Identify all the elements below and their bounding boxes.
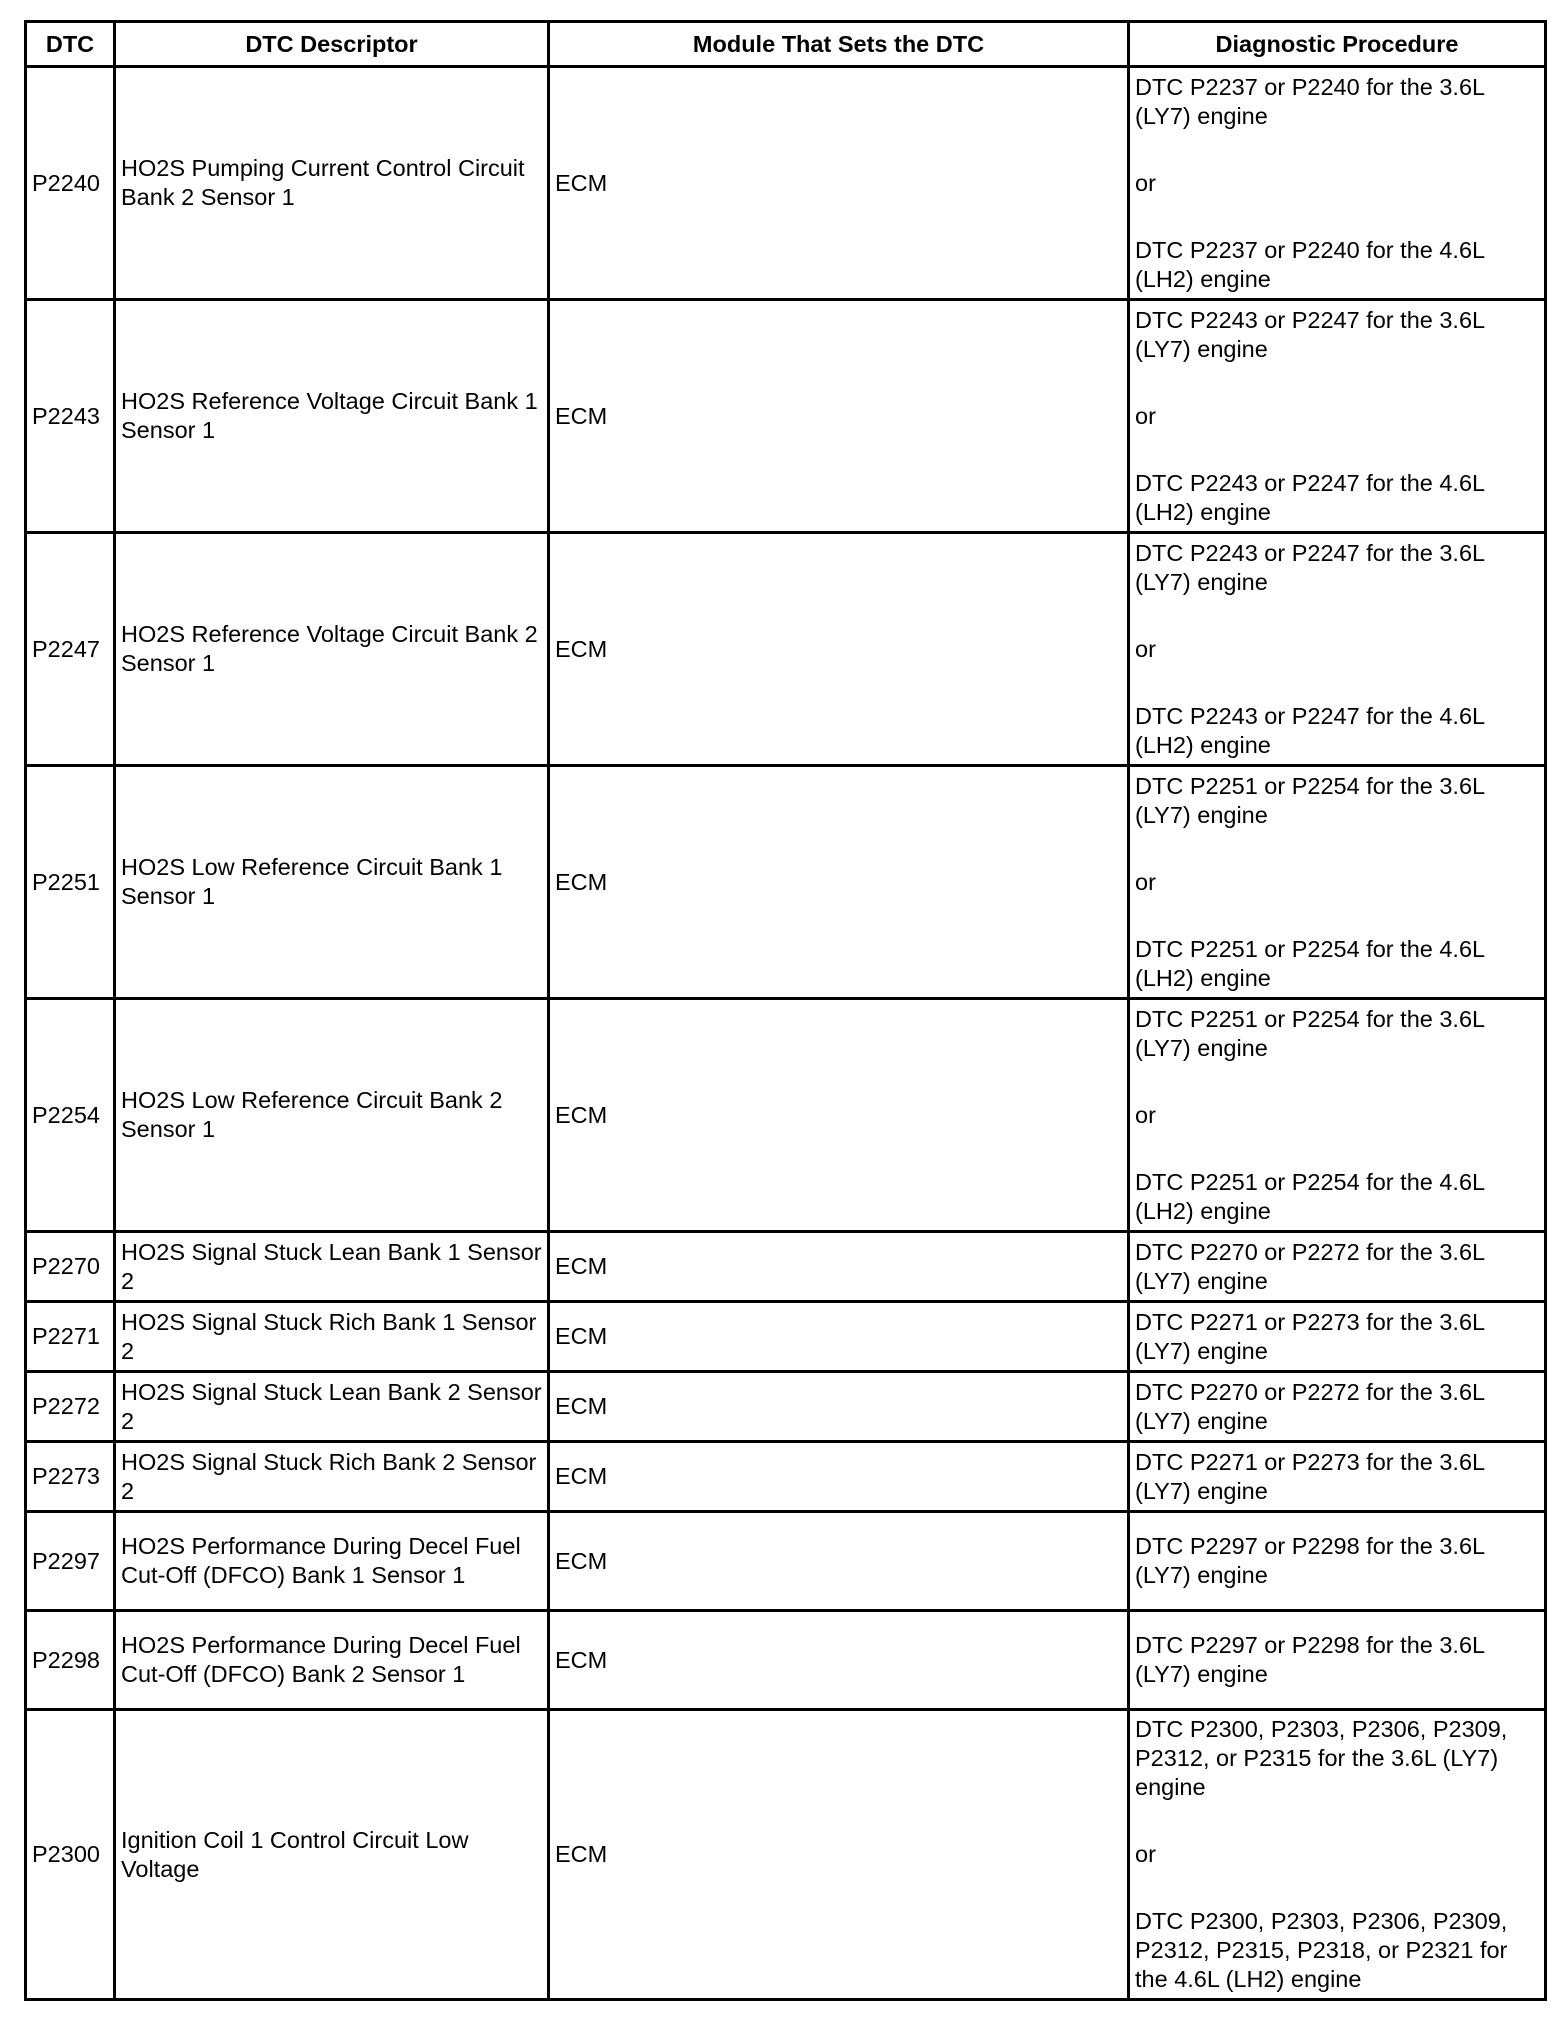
dtc-code-cell: P2271 [26,1302,115,1372]
module-cell: ECM [549,1512,1129,1611]
module-cell: ECM [549,1372,1129,1442]
dtc-table [24,20,1547,2001]
diagnostic-procedure-cell [1129,1611,1546,1710]
dtc-descriptor-cell: HO2S Signal Stuck Rich Bank 2 Sensor 2 [115,1442,549,1512]
procedure-line: or [1135,1841,1156,1867]
procedure-line: DTC P2237 or P2240 for the 4.6L (LH2) engine [1135,236,1485,292]
procedure-line: DTC P2297 or P2298 for the 3.6L (LY7) engine [1135,1632,1485,1687]
header-descriptor: DTC Descriptor [115,22,549,67]
dtc-code-cell: P2300 [26,1710,115,2000]
table-header [26,22,1546,67]
procedure-line: DTC P2251 or P2254 for the 4.6L (LH2) engine [1135,1168,1485,1224]
dtc-descriptor-cell: HO2S Signal Stuck Lean Bank 1 Sensor 2 [115,1232,549,1302]
procedure-line: DTC P2251 or P2254 for the 4.6L (LH2) engine [1135,935,1485,991]
diagnostic-procedure-cell [1129,1442,1546,1512]
dtc-descriptor-cell: HO2S Reference Voltage Circuit Bank 2 Sensor 1 [115,533,549,766]
diagnostic-procedure-cell [1129,999,1546,1232]
table-row [26,766,1546,999]
procedure-line: DTC P2243 or P2247 for the 4.6L (LH2) engine [1135,469,1485,525]
module-cell: ECM [549,766,1129,999]
module-cell: ECM [549,300,1129,533]
dtc-code-cell: P2240 [26,67,115,300]
procedure-line: or [1135,868,1156,895]
table-row [26,1232,1546,1302]
table-row [26,533,1546,766]
dtc-code-cell: P2270 [26,1232,115,1302]
procedure-line: DTC P2271 or P2273 for the 3.6L (LY7) engine [1135,1448,1485,1504]
procedure-line: DTC P2271 or P2273 for the 3.6L (LY7) engine [1135,1308,1485,1364]
procedure-line: DTC P2300, P2303, P2306, P2309, P2312, or P2315 for the 3.6L (LY7) engine [1135,1716,1508,1800]
procedure-line: or [1135,402,1156,429]
diagnostic-procedure-cell [1129,1232,1546,1302]
dtc-descriptor-cell: HO2S Signal Stuck Lean Bank 2 Sensor 2 [115,1372,549,1442]
table-row [26,1372,1546,1442]
procedure-line: DTC P2243 or P2247 for the 4.6L (LH2) engine [1135,702,1485,758]
table-row [26,1512,1546,1611]
table-row [26,1611,1546,1710]
procedure-line: or [1135,169,1156,196]
diagnostic-procedure-cell [1129,67,1546,300]
procedure-line: DTC P2300, P2303, P2306, P2309, P2312, P2315, P2318, or P2321 for the 4.6L (LH2) engine [1135,1908,1508,1992]
dtc-descriptor-cell: HO2S Reference Voltage Circuit Bank 1 Sensor 1 [115,300,549,533]
dtc-descriptor-cell: HO2S Low Reference Circuit Bank 2 Sensor 1 [115,999,549,1232]
diagnostic-procedure-cell [1129,1710,1546,2000]
diagnostic-procedure-cell [1129,300,1546,533]
header-dtc: DTC [26,22,115,67]
table-row [26,1302,1546,1372]
table-row [26,1710,1546,2000]
diagnostic-procedure-cell [1129,1512,1546,1611]
module-cell: ECM [549,1442,1129,1512]
procedure-line: or [1135,635,1156,662]
dtc-code-cell: P2243 [26,300,115,533]
dtc-descriptor-cell: HO2S Performance During Decel Fuel Cut-Off (DFCO) Bank 1 Sensor 1 [115,1512,549,1611]
module-cell: ECM [549,67,1129,300]
dtc-descriptor-cell: HO2S Pumping Current Control Circuit Bank 2 Sensor 1 [115,67,549,300]
module-cell: ECM [549,1611,1129,1710]
module-cell: ECM [549,1302,1129,1372]
diagnostic-procedure-cell [1129,766,1546,999]
module-cell: ECM [549,1232,1129,1302]
procedure-line: DTC P2251 or P2254 for the 3.6L (LY7) engine [1135,772,1485,828]
procedure-line: DTC P2251 or P2254 for the 3.6L (LY7) engine [1135,1005,1485,1061]
dtc-descriptor-cell: HO2S Performance During Decel Fuel Cut-Off (DFCO) Bank 2 Sensor 1 [115,1611,549,1710]
table-row [26,67,1546,300]
module-cell: ECM [549,999,1129,1232]
procedure-line: DTC P2270 or P2272 for the 3.6L (LY7) engine [1135,1238,1485,1294]
dtc-code-cell: P2247 [26,533,115,766]
diagnostic-procedure-cell [1129,1302,1546,1372]
procedure-line: DTC P2297 or P2298 for the 3.6L (LY7) engine [1135,1533,1485,1588]
dtc-code-cell: P2251 [26,766,115,999]
dtc-descriptor-cell: HO2S Signal Stuck Rich Bank 1 Sensor 2 [115,1302,549,1372]
dtc-descriptor-cell: Ignition Coil 1 Control Circuit Low Voltage [115,1710,549,2000]
table-body [26,67,1546,2000]
dtc-code-cell: P2297 [26,1512,115,1611]
table-row [26,300,1546,533]
dtc-descriptor-cell: HO2S Low Reference Circuit Bank 1 Sensor 1 [115,766,549,999]
procedure-line: DTC P2237 or P2240 for the 3.6L (LY7) engine [1135,73,1485,129]
header-module: Module That Sets the DTC [549,22,1129,67]
procedure-line: DTC P2243 or P2247 for the 3.6L (LY7) engine [1135,539,1485,595]
header-row [26,22,1546,67]
header-procedure: Diagnostic Procedure [1129,22,1546,67]
diagnostic-procedure-cell [1129,1372,1546,1442]
dtc-code-cell: P2298 [26,1611,115,1710]
module-cell: ECM [549,533,1129,766]
dtc-code-cell: P2254 [26,999,115,1232]
table-row [26,999,1546,1232]
procedure-line: DTC P2270 or P2272 for the 3.6L (LY7) engine [1135,1378,1485,1434]
procedure-line: DTC P2243 or P2247 for the 3.6L (LY7) engine [1135,306,1485,362]
dtc-code-cell: P2272 [26,1372,115,1442]
diagnostic-procedure-cell [1129,533,1546,766]
procedure-line: or [1135,1101,1156,1128]
dtc-code-cell: P2273 [26,1442,115,1512]
module-cell: ECM [549,1710,1129,2000]
table-row [26,1442,1546,1512]
